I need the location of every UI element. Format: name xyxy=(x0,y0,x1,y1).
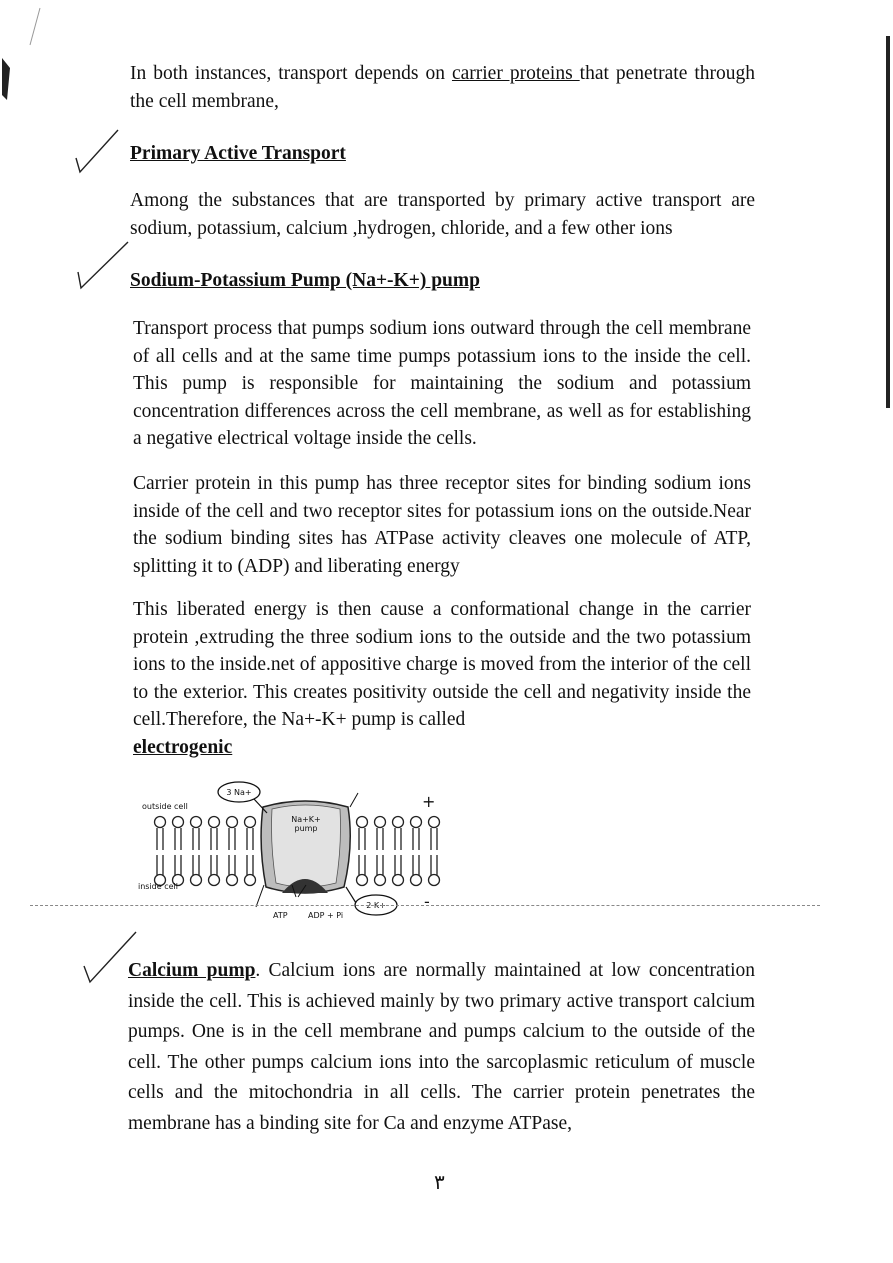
negative-sign: - xyxy=(424,892,430,911)
primary-active-transport-heading: Primary Active Transport xyxy=(130,143,346,164)
adp-label: ADP + Pi xyxy=(308,911,344,920)
inside-cell-label: inside cell xyxy=(138,882,178,891)
pump-paragraph-3-text: This liberated energy is then cause a conformational change in the carrier protein ,extruding the three sodium ions to the outside and the two potassium ions to the inside.net of appositive charge is moved from the interior of the cell to the exterior. This creates positivity outside the cell and negativity inside the cell.Therefore, the Na+-K+ pump is called xyxy=(133,599,751,730)
carrier-proteins-term: carrier proteins xyxy=(451,63,580,84)
checkmark-icon xyxy=(72,240,132,295)
pump-label-2: pump xyxy=(294,824,318,833)
calcium-pump-paragraph xyxy=(128,956,755,1139)
calcium-pump-text: . Calcium ions are normally maintained at low concentration inside the cell. This is achieved mainly by two primary active transport calcium pumps. One is in the cell membrane and pumps calcium to the outside of the cell. The other pumps calcium ions into the sarcoplasmic reticulum of muscle cells and the mitochondria in all cells. The carrier protein penetrates the membrane has a binding site for Ca and enzyme ATPase, xyxy=(128,960,755,1134)
sodium-potassium-pump-heading: Sodium-Potassium Pump (Na+-K+) pump xyxy=(130,270,480,291)
scan-dashed-line xyxy=(30,905,820,906)
scan-artifact-left xyxy=(0,0,50,110)
calcium-pump-term: Calcium pump xyxy=(128,960,256,981)
intro-text-pre: In both instances, transport depends on xyxy=(130,63,452,84)
scan-edge-bar xyxy=(886,36,890,408)
intro-text-post: that penetrate through the cell membrane, xyxy=(130,63,756,112)
primary-transport-paragraph: Among the substances that are transported by primary active transport are sodium, potassium, calcium ,hydrogen, chloride, and a few other ions xyxy=(130,190,755,239)
electrogenic-term: electrogenic xyxy=(133,736,233,758)
positive-sign: + xyxy=(422,792,436,811)
sodium-potassium-pump-diagram xyxy=(130,775,460,925)
membrane-left xyxy=(155,817,256,886)
potassium-ions-label: 2 K+ xyxy=(366,901,386,910)
sodium-ions-label: 3 Na+ xyxy=(226,788,252,797)
intro-paragraph xyxy=(130,60,755,115)
pump-paragraph-2: Carrier protein in this pump has three receptor sites for binding sodium ions inside of the cell and two receptor sites for potassium ions on the outside.Near the sodium binding sites has ATPase activity cleaves one molecule of ATP, splitting it to (ADP) and liberating energy xyxy=(133,473,751,577)
pump-paragraph-3 xyxy=(133,596,751,761)
pump-label: Na+K+ xyxy=(291,815,321,824)
pump-paragraph-1: Transport process that pumps sodium ions outward through the cell membrane of all cells and at the same time pumps potassium ions to the inside the cell. This pump is responsible for maintaining the sodium and potassium concentration differences across the cell membrane, as well as for establishing a negative electrical voltage inside the cells. xyxy=(133,318,751,449)
page-number: ٣ xyxy=(434,1172,445,1194)
atp-label: ATP xyxy=(273,911,288,920)
membrane-right xyxy=(357,817,440,886)
checkmark-icon xyxy=(72,128,122,178)
outside-cell-label: outside cell xyxy=(142,802,188,811)
